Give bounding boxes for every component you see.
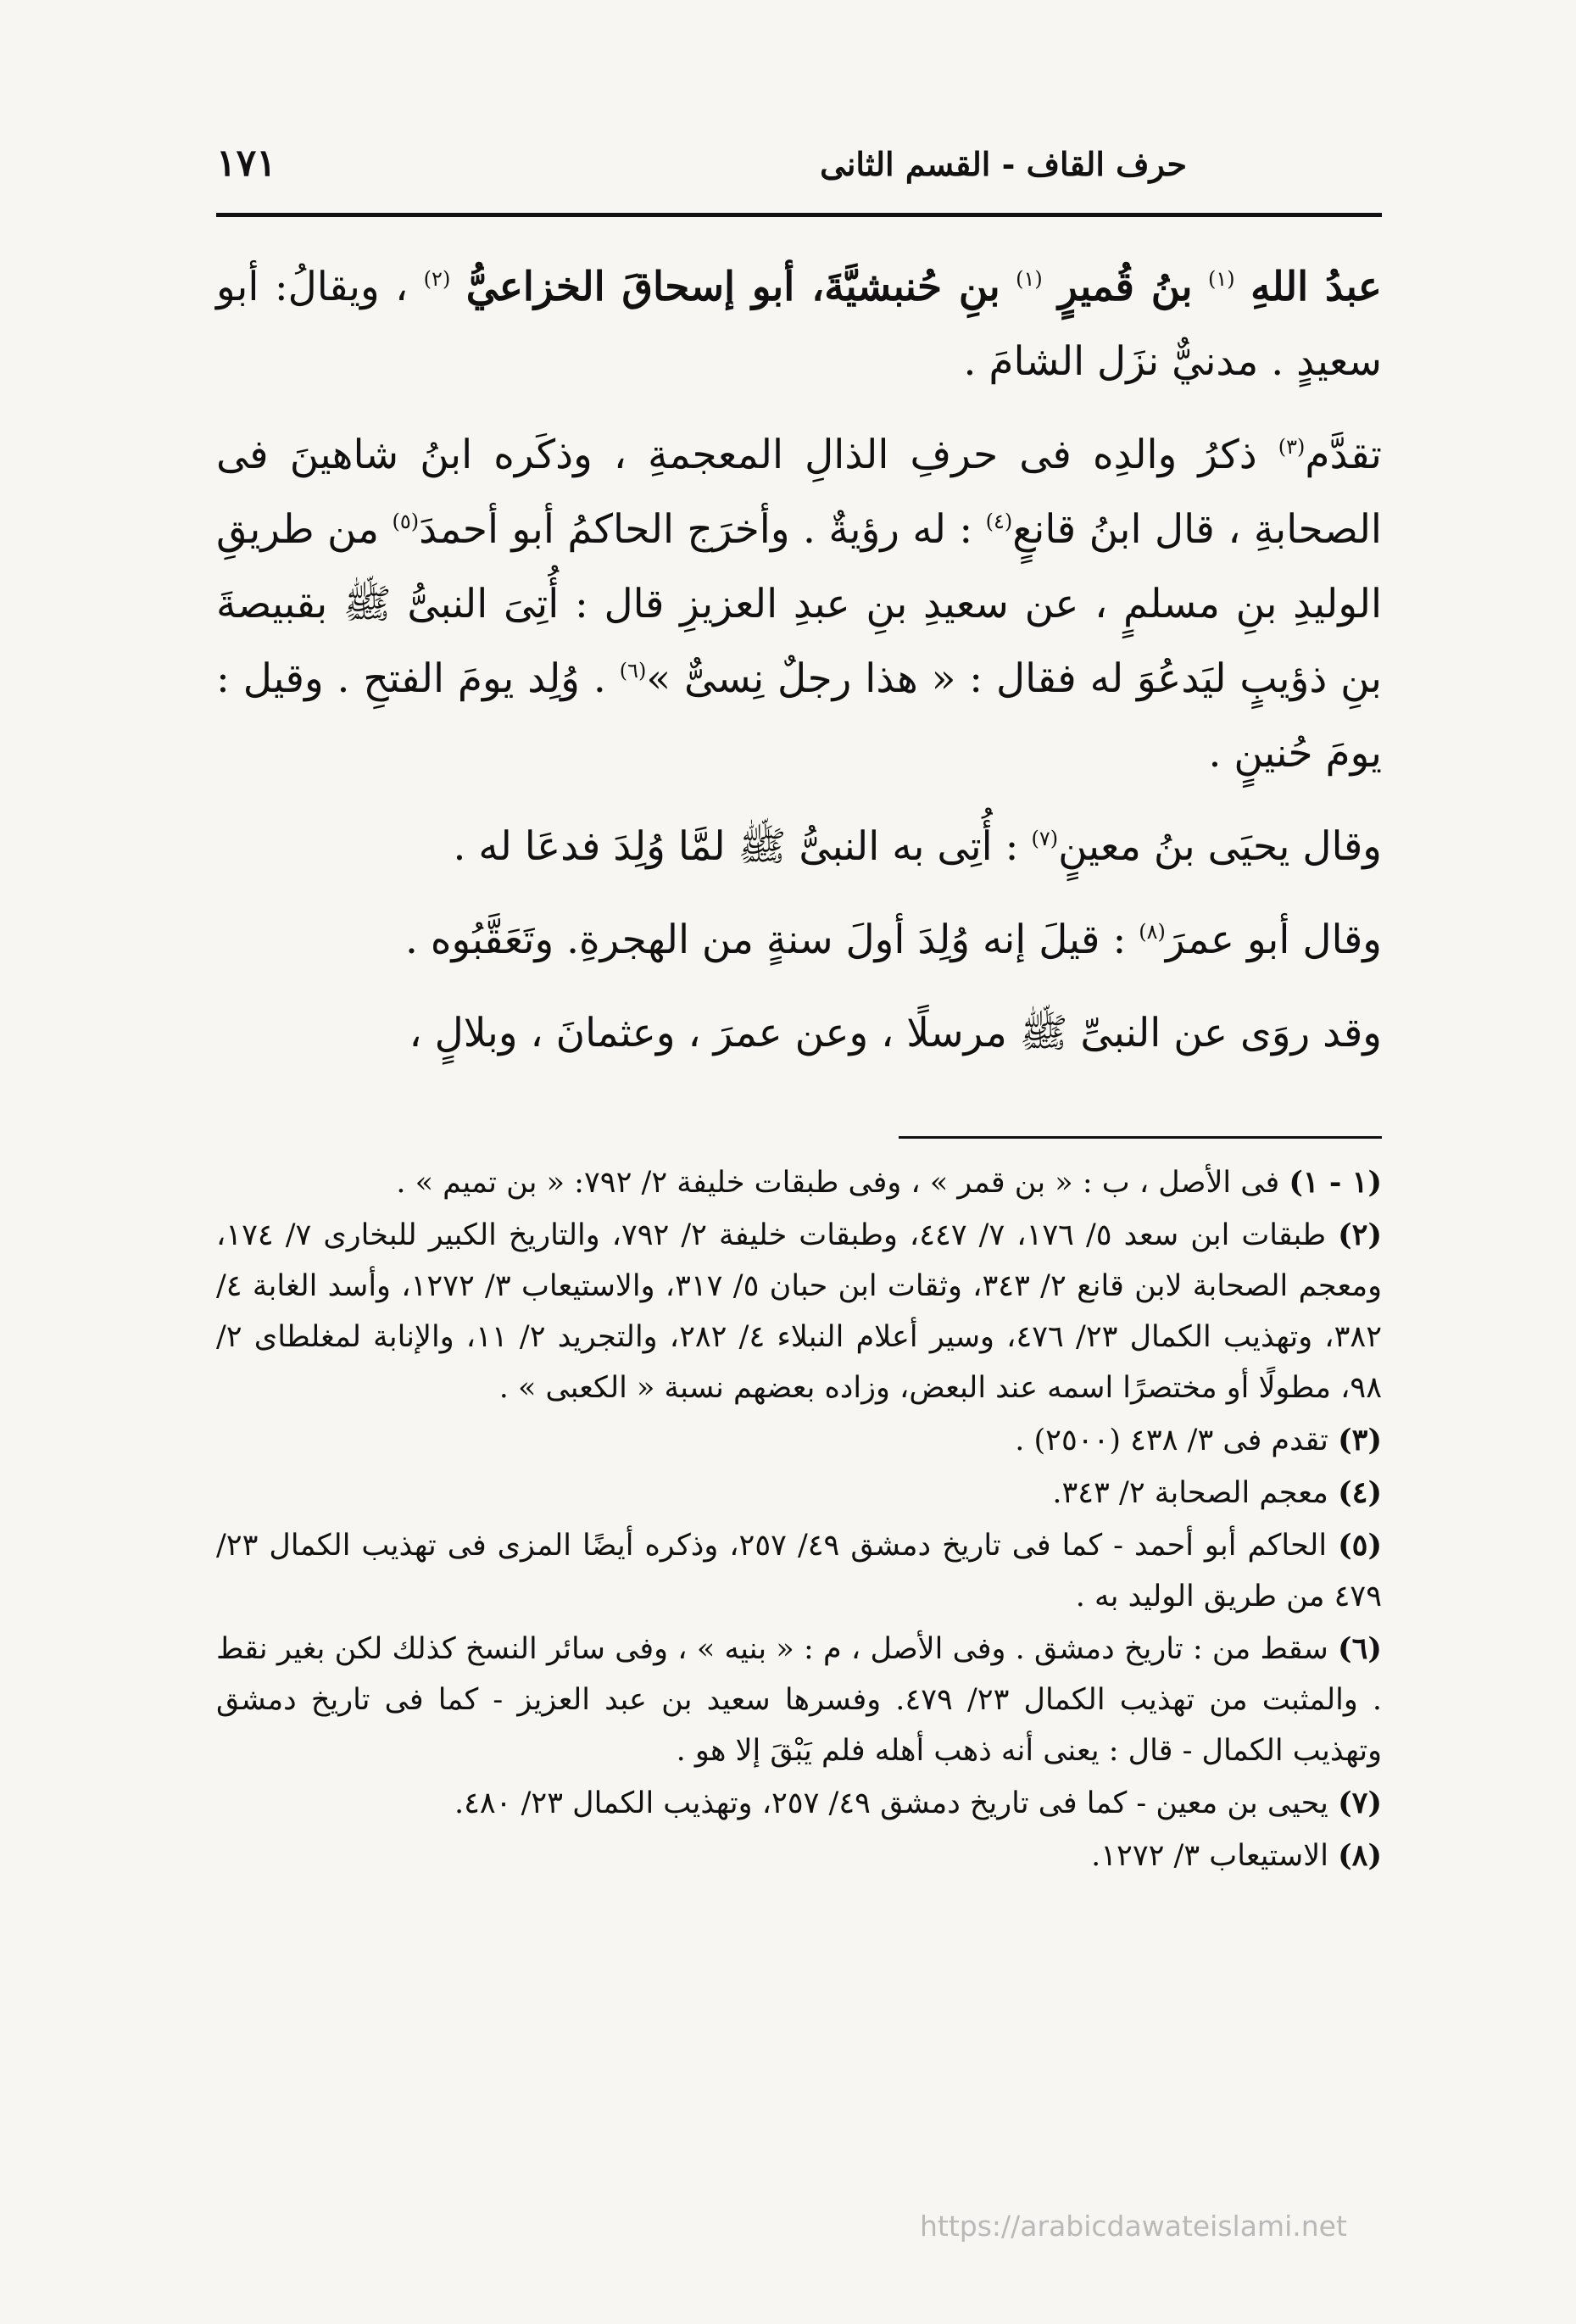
text-run: : قيلَ إنه وُلِدَ أولَ سنةٍ من الهجرةِ. وتَعَقَّبُوه . xyxy=(404,917,1127,963)
footnote-text: الحاكم أبو أحمد - كما فى تاريخ دمشق ٤٩/ ٢٥٧، وذكره أيضًا المزى فى تهذيب الكمال ٢٣/ ٤٧٩ من طريق الوليد به . xyxy=(216,1529,1382,1613)
footnote-mark: (٧) xyxy=(1338,1786,1382,1820)
footnote-ref: (٣) xyxy=(1278,435,1306,459)
text-run: وقال يحيَى بنُ معينٍ xyxy=(1058,823,1382,870)
footnote-text: الاستيعاب ٣/ ١٢٧٢. xyxy=(1091,1839,1328,1873)
footnote-text: معجم الصحابة ٢/ ٣٤٣. xyxy=(1052,1476,1328,1510)
footnote-ref: (٤) xyxy=(985,510,1013,533)
text-run: وقال أبو عمرَ xyxy=(1165,917,1382,963)
footnote-text: يحيى بن معين - كما فى تاريخ دمشق ٤٩/ ٢٥٧، وتهذيب الكمال ٢٣/ ٤٨٠. xyxy=(454,1786,1328,1820)
page-header xyxy=(216,140,1382,199)
footnote-ref: (٥) xyxy=(392,510,420,533)
footnote-mark: (٦) xyxy=(1338,1631,1382,1666)
body-paragraph xyxy=(216,996,1382,1071)
body-paragraph xyxy=(216,903,1382,978)
footnote-text: فى الأصل ، ب : « بن قمر » ، وفى طبقات خليفة ٢/ ٧٩٢: « بن تميم » . xyxy=(396,1166,1280,1200)
footnote-ref: (١) xyxy=(1208,267,1235,291)
footnote xyxy=(216,1415,1382,1466)
text-run: ذكرُ والدِه فى حرفِ الذالِ المعجمةِ ، وذكَره ابنُ شاهينَ فى الصحابةِ ، قال ابنُ قانعٍ xyxy=(216,432,1382,553)
page-number: ١٧١ xyxy=(216,142,276,185)
body-paragraph xyxy=(216,418,1382,791)
footnote-mark: (٣) xyxy=(1338,1423,1382,1457)
footnote-text: طبقات ابن سعد ٥/ ١٧٦، ٧/ ٤٤٧، وطبقات خليفة ٢/ ٧٩٢، والتاريخ الكبير للبخارى ٧/ ١٧٤، ومعجم الصحابة لابن قانع ٢/ ٣٤٣، وثقات ابن حبان ٥/ ٣١٧، والاستيعاب ٣/ ١٢٧٢، وأسد الغابة ٤/ ٣٨٢، وتهذيب الكمال ٢٣/ ٤٧٦، وسير أعلام النبلاء ٤/ ٢٨٢، والتجريد ٢/ ١١، والإنابة لمغلطاى ٢/ ٩٨، مطولًا أو مختصرًا اسمه عند البعض، وزاده بعضهم نسبة « الكعبى » . xyxy=(216,1218,1383,1405)
footnote-mark: (١ - ١) xyxy=(1289,1165,1382,1200)
footnote-ref: (٢) xyxy=(423,267,451,291)
footnote-ref: (٧) xyxy=(1031,827,1059,850)
footnote xyxy=(216,1520,1382,1622)
footnote-mark: (٨) xyxy=(1338,1838,1382,1873)
text-run: وقد روَى عن النبىِّ ﷺ مرسلًا ، وعن عمرَ ، وعثمانَ ، وبلالٍ ، xyxy=(409,1010,1382,1056)
footnote-text: تقدم فى ٣/ ٤٣٨ (٢٥٠٠) . xyxy=(1015,1424,1328,1457)
text-run: . وُلِد يومَ الفتحِ . وقيل : يومَ حُنينٍ . xyxy=(216,655,1382,777)
footnote-ref: (٨) xyxy=(1139,920,1166,944)
footnote-mark: (٤) xyxy=(1338,1475,1382,1510)
footnote xyxy=(216,1157,1382,1208)
footnote xyxy=(216,1831,1382,1881)
footnote xyxy=(216,1210,1382,1413)
entry-name-rest: بنُ قُميرٍ xyxy=(1058,264,1193,310)
watermark-url: https://arabicdawateislami.net xyxy=(920,2210,1347,2243)
entry-name: عبدُ اللهِ xyxy=(1250,264,1382,310)
footnotes xyxy=(216,1157,1382,1883)
footnote xyxy=(216,1778,1382,1829)
header-rule xyxy=(216,213,1382,217)
footnote-ref: (٦) xyxy=(619,659,647,683)
text-run: : أُتِى به النبىُّ ﷺ لمَّا وُلِدَ فدعَا له . xyxy=(453,823,1019,870)
footnote-mark: (٢) xyxy=(1338,1218,1383,1252)
footnote-text: سقط من : تاريخ دمشق . وفى الأصل ، م : « بنيه » ، وفى سائر النسخ كذلك لكن بغير نقط . والمثبت من تهذيب الكمال ٢٣/ ٤٧٩. وفسرها سعيد بن عبد العزيز - كما فى تاريخ دمشق وتهذيب الكمال - قال : يعنى أنه ذهب أهله فلم يَبْقَ إلا هو . xyxy=(216,1632,1382,1768)
footnote xyxy=(216,1468,1382,1519)
body-paragraph xyxy=(216,810,1382,884)
text-run: تقدَّم xyxy=(1305,432,1382,478)
main-text xyxy=(216,250,1382,1090)
text-run: من طريقِ الوليدِ بنِ مسلمٍ ، عن سعيدِ بنِ عبدِ العزيزِ قال : أُتِىَ النبىُّ ﷺ بقبيصةَ بنِ ذؤيبٍ ليَدعُوَ له فقال : « هذا رجلٌ نِسىٌّ » xyxy=(216,506,1382,702)
text-run: : له رؤيةٌ . وأخرَج الحاكمُ أبو أحمدَ xyxy=(419,506,973,553)
running-title: حرف القاف - القسم الثانى xyxy=(820,145,1187,183)
footnote xyxy=(216,1624,1382,1776)
footnote-separator xyxy=(899,1136,1382,1139)
entry-name-second: بنِ حُنبشيَّةَ، أبو إسحاقَ الخزاعيُّ xyxy=(465,264,1000,310)
footnote-mark: (٥) xyxy=(1338,1528,1383,1563)
entry-paragraph xyxy=(216,250,1382,399)
entry-tail: ، ويقالُ: أبو سعيدٍ . مدنيٌّ نزَل الشامَ . xyxy=(216,264,1382,385)
footnote-ref: (١) xyxy=(1016,267,1043,291)
